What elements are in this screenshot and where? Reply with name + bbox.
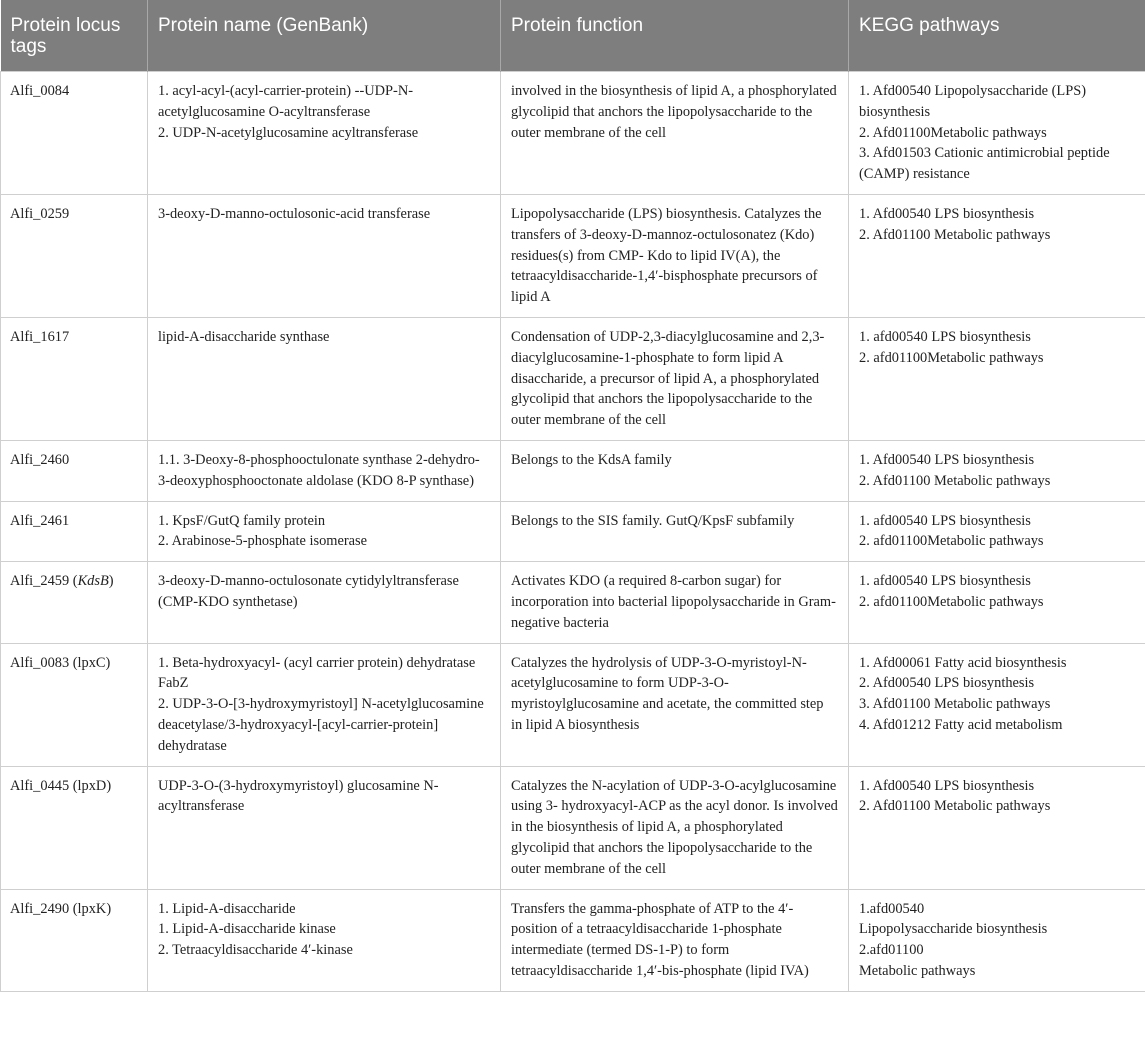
cell-locus-tag bbox=[1, 643, 148, 766]
protein-name-line: 1. acyl-acyl-(acyl-carrier-protein) --UDP-N-acetylglucosamine O-acyltransferase bbox=[158, 83, 414, 120]
cell-protein-function: Belongs to the SIS family. GutQ/KpsF subfamily bbox=[501, 501, 849, 562]
cell-protein-name bbox=[148, 72, 501, 195]
locus-tag-suffix: ) bbox=[108, 573, 114, 590]
cell-protein-name bbox=[148, 643, 501, 766]
cell-kegg-pathways bbox=[849, 194, 1145, 317]
locus-tag-text: Alfi_2459 ( bbox=[10, 573, 78, 590]
kegg-pathway-line: 1. afd00540 LPS biosynthesis bbox=[859, 328, 1031, 345]
table-row bbox=[1, 501, 1145, 562]
protein-name-line: 1. KpsF/GutQ family protein bbox=[158, 512, 326, 529]
cell-locus-tag bbox=[1, 562, 148, 643]
header-protein-name: Protein name (GenBank) bbox=[148, 0, 501, 72]
table-row bbox=[1, 194, 1145, 317]
kegg-pathway-line: 3. Afd01503 Cationic antimicrobial peptide (CAMP) resistance bbox=[859, 145, 1110, 183]
kegg-pathway-line: Lipopolysaccharide biosynthesis bbox=[859, 921, 1048, 938]
cell-protein-name bbox=[148, 766, 501, 889]
kegg-pathway-line: 1.afd00540 bbox=[859, 900, 925, 917]
cell-locus-tag bbox=[1, 194, 148, 317]
cell-protein-function: involved in the biosynthesis of lipid A, a phosphorylated glycolipid that anchors the lipopolysaccharide to the outer membrane of the cell bbox=[501, 72, 849, 195]
cell-locus-tag bbox=[1, 766, 148, 889]
table-row bbox=[1, 562, 1145, 643]
cell-kegg-pathways bbox=[849, 440, 1145, 501]
header-protein-function: Protein function bbox=[501, 0, 849, 72]
cell-protein-name bbox=[148, 440, 501, 501]
table-row bbox=[1, 643, 1145, 766]
kegg-pathway-line: 2.afd01100 bbox=[859, 942, 924, 959]
table-row bbox=[1, 440, 1145, 501]
kegg-pathway-line: 2. afd01100Metabolic pathways bbox=[859, 593, 1044, 610]
table-header bbox=[1, 0, 1145, 72]
header-locus-tags: Protein locus tags bbox=[1, 0, 148, 72]
protein-name-line: 2. Tetraacyldisaccharide 4′-kinase bbox=[158, 942, 353, 959]
cell-protein-name bbox=[148, 889, 501, 991]
protein-name-line: 1. Lipid-A-disaccharide bbox=[158, 900, 296, 917]
locus-tag-text: Alfi_0259 bbox=[10, 205, 70, 222]
protein-name-line: 1. Beta-hydroxyacyl- (acyl carrier protein) dehydratase FabZ bbox=[158, 654, 476, 692]
cell-kegg-pathways bbox=[849, 72, 1145, 195]
cell-protein-name bbox=[148, 501, 501, 562]
kegg-pathway-line: 1. afd00540 LPS biosynthesis bbox=[859, 573, 1031, 590]
kegg-pathway-line: 1. Afd00540 LPS biosynthesis bbox=[859, 451, 1035, 468]
table-row bbox=[1, 317, 1145, 440]
locus-tag-text: Alfi_1617 bbox=[10, 328, 70, 345]
kegg-pathway-line: 1. Afd00540 Lipopolysaccharide (LPS) biosynthesis bbox=[859, 83, 1087, 120]
cell-protein-function: Catalyzes the N-acylation of UDP-3-O-acylglucosamine using 3- hydroxyacyl-ACP as the acyl donor. Is involved in the biosynthesis of lipid A, a phosphorylated glycolipid that anchors the lipopolysaccharide to the outer membrane of the cell bbox=[501, 766, 849, 889]
kegg-pathway-line: Metabolic pathways bbox=[859, 962, 976, 979]
cell-locus-tag bbox=[1, 501, 148, 562]
kegg-pathway-line: 1. Afd00061 Fatty acid biosynthesis bbox=[859, 654, 1067, 671]
cell-kegg-pathways bbox=[849, 501, 1145, 562]
cell-protein-name bbox=[148, 562, 501, 643]
protein-name-line: 1. Lipid-A-disaccharide kinase bbox=[158, 921, 336, 938]
locus-tag-text: Alfi_2460 bbox=[10, 451, 70, 468]
kegg-pathway-line: 1. Afd00540 LPS biosynthesis bbox=[859, 777, 1035, 794]
kegg-pathway-line: 2. Afd00540 LPS biosynthesis bbox=[859, 675, 1035, 692]
locus-tag-text: Alfi_2490 (lpxK) bbox=[10, 900, 112, 917]
protein-name-line: 2. Arabinose-5-phosphate isomerase bbox=[158, 533, 368, 550]
protein-name-line: lipid-A-disaccharide synthase bbox=[158, 328, 330, 345]
kegg-pathway-line: 2. Afd01100 Metabolic pathways bbox=[859, 226, 1051, 243]
cell-kegg-pathways bbox=[849, 889, 1145, 991]
cell-protein-name bbox=[148, 317, 501, 440]
kegg-pathway-line: 2. Afd01100 Metabolic pathways bbox=[859, 472, 1051, 489]
table-row bbox=[1, 766, 1145, 889]
protein-name-line: 1.1. 3-Deoxy-8-phosphooctulonate synthase 2-dehydro-3-deoxyphosphooctonate aldolase (KDO 8-P synthase) bbox=[158, 451, 480, 489]
table-row bbox=[1, 72, 1145, 195]
kegg-pathway-line: 4. Afd01212 Fatty acid metabolism bbox=[859, 716, 1063, 733]
cell-locus-tag bbox=[1, 440, 148, 501]
table-row bbox=[1, 889, 1145, 991]
locus-tag-text: Alfi_0083 (lpxC) bbox=[10, 654, 111, 671]
locus-tag-text: Alfi_0084 bbox=[10, 83, 70, 99]
cell-kegg-pathways bbox=[849, 766, 1145, 889]
kegg-pathway-line: 1. afd00540 LPS biosynthesis bbox=[859, 512, 1031, 529]
cell-kegg-pathways bbox=[849, 562, 1145, 643]
table-body bbox=[1, 72, 1145, 992]
kegg-pathway-line: 2. afd01100Metabolic pathways bbox=[859, 533, 1044, 550]
kegg-pathway-line: 3. Afd01100 Metabolic pathways bbox=[859, 696, 1051, 713]
protein-name-line: 2. UDP-N-acetylglucosamine acyltransferase bbox=[158, 124, 419, 141]
cell-protein-function: Condensation of UDP-2,3-diacylglucosamine and 2,3- diacylglucosamine-1-phosphate to form lipid A disaccharide, a precursor of lipid A, a phosphorylated glycolipid that anchors the lipopolysaccharide to the outer membrane of the cell bbox=[501, 317, 849, 440]
protein-name-line: 3-deoxy-D-manno-octulosonate cytidylyltransferase (CMP-KDO synthetase) bbox=[158, 573, 459, 610]
cell-kegg-pathways bbox=[849, 643, 1145, 766]
header-kegg-pathways: KEGG pathways bbox=[849, 0, 1145, 72]
cell-protein-name bbox=[148, 194, 501, 317]
locus-tag-text: Alfi_0445 (lpxD) bbox=[10, 777, 112, 794]
kegg-pathway-line: 2. Afd01100 Metabolic pathways bbox=[859, 798, 1051, 815]
cell-protein-function: Transfers the gamma-phosphate of ATP to the 4′-position of a tetraacyldisaccharide 1-phosphate intermediate (termed DS-1-P) to form tetraacyldisaccharide 1,4′-bis-phosphate (lipid IVA) bbox=[501, 889, 849, 991]
cell-protein-function: Catalyzes the hydrolysis of UDP-3-O-myristoyl-N-acetylglucosamine to form UDP-3-O-myristoylglucosamine and acetate, the committed step in lipid A biosynthesis bbox=[501, 643, 849, 766]
protein-name-line: 2. UDP-3-O-[3-hydroxymyristoyl] N-acetylglucosamine deacetylase/3-hydroxyacyl-[acyl-carrier-protein] dehydratase bbox=[158, 696, 484, 754]
kegg-pathway-line: 1. Afd00540 LPS biosynthesis bbox=[859, 205, 1035, 222]
cell-protein-function: Belongs to the KdsA family bbox=[501, 440, 849, 501]
locus-gene-name: KdsB bbox=[77, 573, 109, 590]
protein-name-line: 3-deoxy-D-manno-octulosonic-acid transferase bbox=[158, 205, 431, 222]
kegg-pathway-line: 2. Afd01100Metabolic pathways bbox=[859, 124, 1047, 141]
cell-protein-function: Lipopolysaccharide (LPS) biosynthesis. Catalyzes the transfers of 3-deoxy-D-mannoz-octulosonatez (Kdo) residues(s) from CMP- Kdo to lipid IV(A), the tetraacyldisaccharide-1,4′-bisphosphate precursors of lipid A bbox=[501, 194, 849, 317]
locus-tag-text: Alfi_2461 bbox=[10, 512, 70, 529]
header-row bbox=[1, 0, 1145, 72]
kegg-pathway-line: 2. afd01100Metabolic pathways bbox=[859, 349, 1044, 366]
cell-kegg-pathways bbox=[849, 317, 1145, 440]
cell-protein-function: Activates KDO (a required 8-carbon sugar) for incorporation into bacterial lipopolysaccharide in Gram-negative bacteria bbox=[501, 562, 849, 643]
protein-name-line: UDP-3-O-(3-hydroxymyristoyl) glucosamine N-acyltransferase bbox=[158, 777, 439, 815]
cell-locus-tag bbox=[1, 889, 148, 991]
cell-locus-tag bbox=[1, 72, 148, 195]
cell-locus-tag bbox=[1, 317, 148, 440]
